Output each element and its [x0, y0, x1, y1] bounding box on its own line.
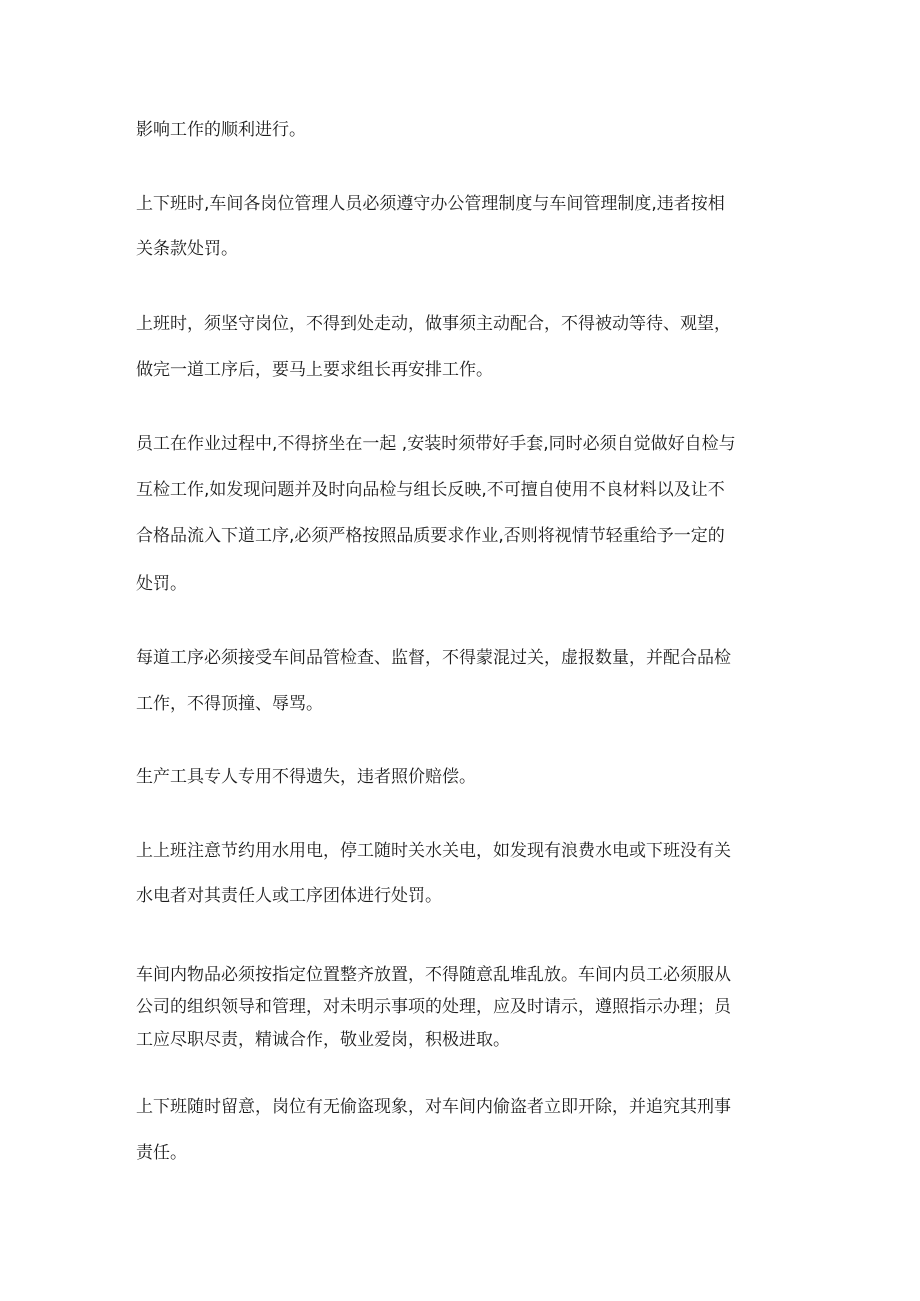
paragraph-1-line-1: 影响工作的顺利进行。 — [136, 120, 306, 140]
paragraph-2-line-1: 上下班时,车间各岗位管理人员必须遵守办公管理制度与车间管理制度,违者按相 — [136, 194, 725, 214]
paragraph-4-line-3: 合格品流入下道工序,必须严格按照品质要求作业,否则将视情节轻重给予一定的 — [136, 526, 725, 546]
paragraph-7-line-2: 水电者对其责任人或工序团体进行处罚。 — [136, 886, 442, 906]
paragraph-2-line-2: 关条款处罚。 — [136, 239, 238, 259]
paragraph-3-line-2: 做完一道工序后，要马上要求组长再安排工作。 — [136, 360, 493, 380]
paragraph-7-line-1: 上上班注意节约用水用电，停工随时关水关电，如发现有浪费水电或下班没有关 — [136, 841, 731, 861]
paragraph-8-line-3: 工应尽职尽责，精诚合作，敬业爱岗，积极进取。 — [136, 1030, 510, 1050]
paragraph-3-line-1: 上班时，须坚守岗位，不得到处走动，做事须主动配合，不得被动等待、观望， — [136, 314, 731, 334]
paragraph-5-line-2: 工作，不得顶撞、辱骂。 — [136, 694, 323, 714]
paragraph-8-line-1: 车间内物品必须按指定位置整齐放置，不得随意乱堆乱放。车间内员工必须服从 — [136, 965, 731, 985]
paragraph-5-line-1: 每道工序必须接受车间品管检查、监督，不得蒙混过关，虚报数量，并配合品检 — [136, 648, 731, 668]
paragraph-9-line-2: 责任。 — [136, 1143, 187, 1163]
paragraph-4-line-1: 员工在作业过程中,不得挤坐在一起 ,安装时须带好手套,同时必须自觉做好自检与 — [136, 434, 736, 454]
paragraph-8-line-2: 公司的组织领导和管理，对未明示事项的处理，应及时请示，遵照指示办理；员 — [136, 997, 731, 1017]
paragraph-4-line-2: 互检工作,如发现问题并及时向品检与组长反映,不可擅自使用不良材料以及让不 — [136, 480, 725, 500]
paragraph-9-line-1: 上下班随时留意，岗位有无偷盗现象，对车间内偷盗者立即开除，并追究其刑事 — [136, 1097, 731, 1117]
paragraph-6-line-1: 生产工具专人专用不得遗失，违者照价赔偿。 — [136, 767, 476, 787]
paragraph-4-line-4: 处罚。 — [136, 574, 187, 594]
